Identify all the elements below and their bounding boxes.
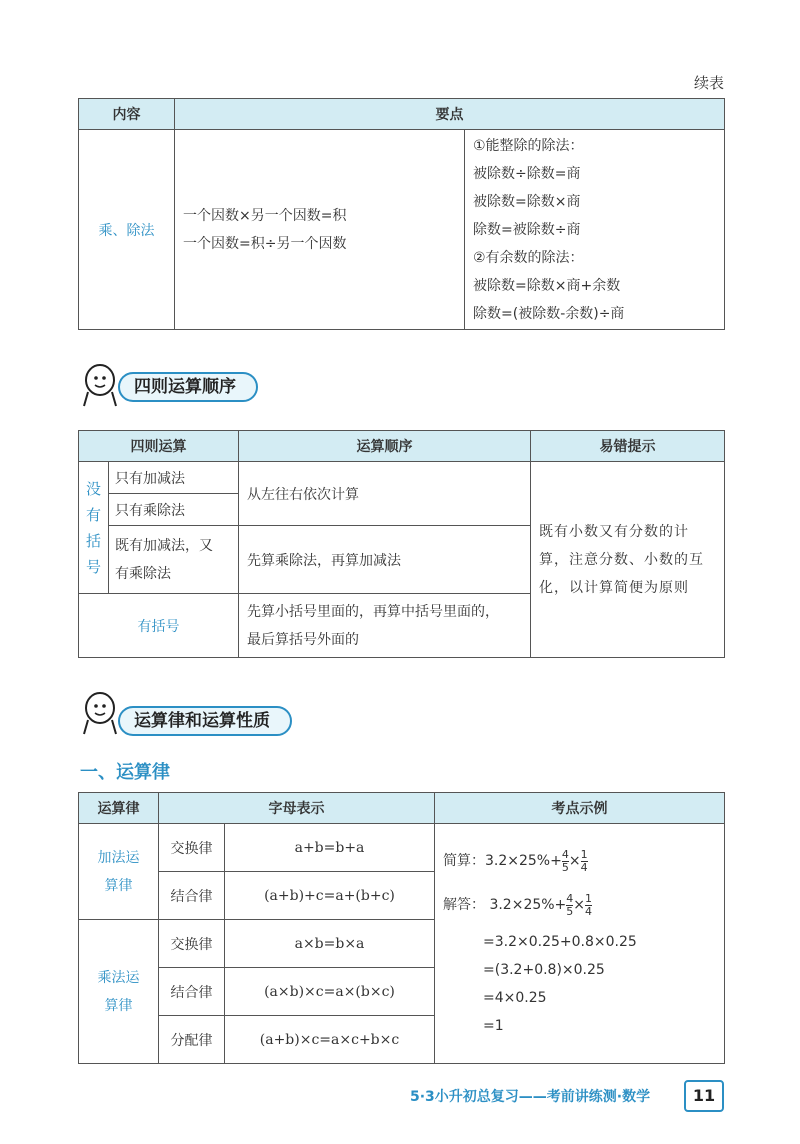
only-mul-div: 只有乘除法 [109, 494, 239, 526]
step-line: =4×0.25 [483, 990, 547, 1006]
mul-law-label [79, 920, 159, 1064]
mul-law-label-2: 算律 [104, 997, 133, 1014]
law-assoc: 结合律 [159, 968, 225, 1016]
header-order: 运算顺序 [239, 431, 531, 462]
div-line: 除数=被除数÷商 [473, 221, 581, 238]
mul-first: 先算乘除法，再算加减法 [239, 526, 531, 594]
div-line: 被除数=除数×商 [473, 193, 581, 210]
tip-line: 既有小数又有分数的计 [539, 523, 689, 540]
times-sign: × [573, 897, 586, 913]
bracket-line-2: 最后算括号外面的 [247, 631, 359, 648]
mul-law-label-1: 乘法运 [97, 969, 140, 986]
mascot-icon [78, 362, 122, 408]
fraction-4-5 [562, 849, 569, 874]
header-law: 运算律 [79, 793, 159, 824]
formula-mul-assoc: (a×b)×c=a×(b×c) [225, 968, 435, 1016]
step-line: =(3.2+0.8)×0.25 [483, 962, 605, 978]
header-letters: 字母表示 [159, 793, 435, 824]
header-points: 要点 [175, 99, 725, 130]
table-order [78, 430, 725, 658]
bracket-order [239, 594, 531, 658]
section-title-laws: 运算律和运算性质 [118, 706, 292, 736]
div-line: 除数=(被除数-余数)÷商 [473, 305, 625, 322]
formula-mul-commute: a×b=b×a [225, 920, 435, 968]
mul-formula-1: 一个因数×另一个因数=积 [183, 207, 347, 224]
law-commute: 交换律 [159, 824, 225, 872]
div-line: ②有余数的除法： [473, 249, 584, 266]
tip-line: 算，注意分数、小数的互 [539, 551, 704, 568]
div-formulas [465, 130, 725, 330]
section-banner-laws [78, 690, 378, 740]
no-bracket-label [79, 462, 109, 594]
only-add-sub: 只有加减法 [109, 462, 239, 494]
footer-text: 5·3小升初总复习——考前讲练测·数学 [410, 1089, 651, 1105]
mixed-line-2: 有乘除法 [115, 565, 171, 582]
row-label-mul-div: 乘、除法 [79, 130, 175, 330]
example-cell [435, 824, 725, 1064]
div-line: 被除数=除数×商+余数 [473, 277, 621, 294]
times-sign: × [568, 853, 581, 869]
header-tips: 易错提示 [531, 431, 725, 462]
example-question [443, 844, 724, 878]
with-bracket-label: 有括号 [79, 594, 239, 658]
continued-label: 续表 [693, 74, 724, 92]
left-to-right: 从左往右依次计算 [239, 462, 531, 526]
table-laws [78, 792, 725, 1064]
mixed-line-1: 既有加减法，又 [115, 537, 213, 554]
frac-den: 5 [566, 904, 574, 918]
tip-cell [531, 462, 725, 658]
step-line: =1 [483, 1018, 504, 1034]
page-number: 11 [684, 1080, 724, 1112]
formula-add-commute: a+b=b+a [225, 824, 435, 872]
formula-dist: (a+b)×c=a×c+b×c [225, 1016, 435, 1064]
fraction-1-4 [581, 849, 588, 874]
section-title-order: 四则运算顺序 [118, 372, 258, 402]
add-law-label-1: 加法运 [97, 849, 140, 866]
header-example: 考点示例 [435, 793, 725, 824]
law-commute: 交换律 [159, 920, 225, 968]
side-char: 括 [85, 531, 101, 550]
div-line: 被除数÷除数=商 [473, 165, 581, 182]
side-char: 号 [85, 557, 101, 576]
frac-num: 4 [561, 847, 569, 861]
tip-line: 化，以计算简便为原则 [539, 579, 689, 596]
question-text: 简算：3.2×25%+ [443, 853, 562, 869]
header-four-ops: 四则运算 [79, 431, 239, 462]
answer-steps [443, 928, 724, 1040]
frac-num: 1 [580, 847, 588, 861]
example-answer [443, 888, 724, 922]
law-assoc: 结合律 [159, 872, 225, 920]
law-dist: 分配律 [159, 1016, 225, 1064]
div-line: ①能整除的除法： [473, 137, 584, 154]
header-content: 内容 [79, 99, 175, 130]
sub-heading-laws: 一、运算律 [80, 762, 170, 783]
add-law-label [79, 824, 159, 920]
frac-num: 4 [566, 891, 574, 905]
frac-den: 4 [585, 904, 593, 918]
side-char: 没 [85, 479, 101, 498]
step-line: =3.2×0.25+0.8×0.25 [483, 934, 637, 950]
mixed-ops [109, 526, 239, 594]
formula-add-assoc: (a+b)+c=a+(b+c) [225, 872, 435, 920]
mul-formula-2: 一个因数=积÷另一个因数 [183, 235, 347, 252]
bracket-line-1: 先算小括号里面的，再算中括号里面的， [247, 603, 499, 620]
side-char: 有 [85, 505, 101, 524]
table-mul-div [78, 98, 725, 330]
frac-num: 1 [585, 891, 593, 905]
frac-den: 4 [580, 860, 588, 874]
fraction-1-4 [585, 893, 592, 918]
mul-formulas [175, 130, 465, 330]
answer-text: 解答： 3.2×25%+ [443, 897, 567, 913]
add-law-label-2: 算律 [104, 877, 133, 894]
section-banner-order [78, 362, 378, 412]
frac-den: 5 [561, 860, 569, 874]
mascot-icon [78, 690, 122, 736]
